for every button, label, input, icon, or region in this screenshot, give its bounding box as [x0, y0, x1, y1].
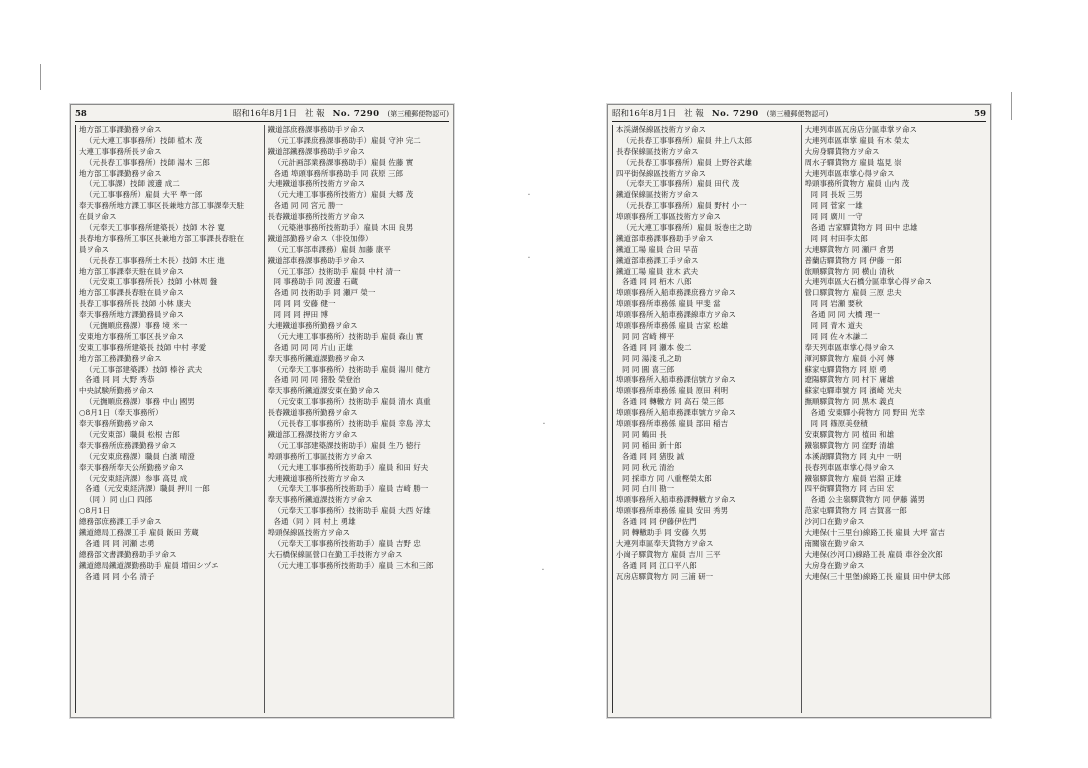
text-line: 遼陽驛貨物方 同 村下 庸雄	[804, 375, 895, 385]
text-line: 埠頭事務所工事區技術方ヲ命ス	[616, 212, 721, 222]
text-line: 瓦房店驛貨物方 同 三浦 研一	[616, 571, 714, 581]
text-line: （元長春工事事務所）雇員 井上八太郎	[622, 135, 752, 145]
text-line: 同 同 廣川 一守	[810, 212, 863, 222]
text-line: 四平街保線區技術方ヲ命ス	[616, 168, 706, 178]
text-line: 奉天事務所地方課工事区長兼地方部工事課奉天駐	[79, 201, 244, 211]
text-line: 長春列車區車掌心得ヲ命ス	[804, 462, 895, 472]
text-line: （元撫順庶務課）事務 中山 國男	[85, 397, 195, 407]
text-line: （元工事部）技術助手 雇員 中村 清一	[273, 266, 401, 276]
text-line: （元計画部業務課事務助手）雇員 佐藤 實	[273, 157, 414, 167]
text-line: 各通 同 同 大野 秀恭	[85, 375, 155, 385]
text-line: 奉天事務所奉天公所勤務ヲ命ス	[79, 462, 184, 472]
text-line: 埠頭事務所入船車務課車號方ヲ命ス	[616, 408, 736, 418]
text-line: 各通 公主嶺驛貨物方 同 伊藤 滿男	[810, 495, 926, 505]
left-column-1	[75, 125, 261, 713]
text-line: 埠頭事務所入船車務課信號方ヲ命ス	[616, 375, 736, 385]
text-line: 同 同 鶴田 長	[622, 429, 667, 439]
text-line: 長春鐵道事務所技術方ヲ命ス	[267, 212, 365, 222]
binding-mark-icon: ·	[542, 419, 546, 430]
text-line: 同 同 岩瀬 要秋	[810, 299, 863, 309]
right-page	[607, 104, 991, 718]
left-paper-title: 社 報	[304, 109, 325, 119]
text-line: （元安東庶務課）職員 白濱 晴澄	[85, 451, 195, 461]
text-line: 埠頭事務所車務係 雇員 甲斐 當	[616, 299, 721, 309]
text-line: 同 同 圓 喜三郎	[622, 364, 675, 374]
text-line: （元大連工事事務所）技師 植木 茂	[85, 135, 203, 145]
text-line: 總務部文書課勤務助手ヲ命ス	[79, 549, 177, 559]
left-postal-note: (第三種郵便物認可)	[387, 110, 449, 118]
text-line: 鐵道總局鐵道課勤務助手 雇員 増田シヅエ	[79, 560, 219, 570]
text-line: 鐵道部工務課技術方ヲ命ス	[267, 429, 358, 439]
text-line: （元大連工事事務所技術助手）雇員 三木和三郎	[273, 560, 434, 570]
text-line: 埠頭事務所車務係 雇員 安田 秀男	[616, 506, 729, 516]
text-line: 渾河驛貨物方 雇員 小河 傳	[804, 353, 895, 363]
text-line: 蘇家屯驛車號方 同 濱崎 光夫	[804, 386, 902, 396]
text-line: 同 同 菅家 一雄	[810, 201, 863, 211]
text-line: 埠頭事務所車務係 雇員 原田 利明	[616, 386, 729, 396]
text-line: 同 同 村田李太郎	[810, 233, 868, 243]
text-line: 埠頭事務所入船車務課轉轍方ヲ命ス	[616, 495, 736, 505]
text-line: 奉天事務所鐵道課安東在勤ヲ命ス	[267, 386, 380, 396]
text-line: 同 採車方 同 八重樫榮太郎	[622, 473, 712, 483]
right-postal-note: (第三種郵便物認可)	[766, 110, 829, 118]
text-line: 同 轉轍助手 同 安藤 久男	[622, 527, 707, 537]
text-line: （元安東工事事務所）技術助手 雇員 清水 真重	[273, 397, 431, 407]
text-line: 營口驛貨物方 雇員 三原 忠夫	[804, 288, 902, 298]
left-running-head	[75, 107, 449, 122]
text-line: 沙河口在勤ヲ命ス	[804, 517, 865, 527]
text-line: （元工事事務所）雇員 大平 準一郎	[85, 190, 203, 200]
text-line: 大連保(三十里堡)線路工長 雇員 田中伊太郎	[804, 571, 951, 581]
text-line: （元奉天工事事務所）雇員 田代 茂	[622, 179, 740, 189]
text-line: 撫順驛貨物方 同 黒木 義貞	[804, 397, 895, 407]
text-line: 奉天事務所勤務ヲ命ス	[79, 419, 154, 429]
text-line: 同 同 白川 勘一	[622, 484, 675, 494]
text-line: 同 同 佐々木謙二	[810, 331, 868, 341]
right-body	[612, 125, 986, 713]
text-line: 鐵道部庶務課事務助手ヲ命ス	[267, 125, 365, 134]
text-line: 埠頭事務所車務係 雇員 部田 稲吉	[616, 419, 729, 429]
text-line: （元長春工事事務所）技師 湯木 三郎	[85, 157, 210, 167]
text-line: （元安東経済課）参事 高見 成	[85, 473, 188, 483]
right-column-2	[801, 125, 987, 713]
text-line: 各通 同 同 河瀬 志勇	[85, 538, 155, 548]
text-line: 埠頭事務所工事區技術方ヲ命ス	[267, 451, 373, 461]
text-line: 各通 同 同 同 猪股 榮登治	[273, 375, 361, 385]
text-line: 本渓湖保線區技術方ヲ命ス	[616, 125, 706, 134]
text-line: （元奉天工事事務所技術助手）雇員 吉野 忠	[273, 538, 421, 548]
text-line: 大連列車區奉天貨物方ヲ命ス	[616, 538, 714, 548]
text-line: 埠頭事務所入船車務課庶務方ヲ命ス	[616, 288, 736, 298]
left-body	[75, 125, 449, 713]
text-line: 同 同 稲田 新十郎	[622, 440, 682, 450]
text-line: 各通 同 同 栢木 八郎	[622, 277, 692, 287]
text-line: 地方部工事課奉天駐在員ヲ命ス	[79, 266, 184, 276]
text-line: 大房身驛貨物方ヲ命ス	[804, 146, 880, 156]
text-line: 同 事務助手 同 渡邊 石蔵	[273, 277, 359, 287]
text-line: 周水子驛貨物方 雇員 塩見 崇	[804, 157, 902, 167]
text-line: 奉天事務所鐵道課勤務ヲ命ス	[267, 353, 365, 363]
text-line: 大石橋保線區營口在勤工手技術方ヲ命ス	[267, 549, 403, 559]
text-line: 地方部工事課勤務ヲ命ス	[79, 168, 162, 178]
text-line: 大連列車區車掌 雇員 有木 榮太	[804, 135, 910, 145]
text-line: 四平街驛貨物方 同 古田 宏	[804, 484, 895, 494]
text-line: （元大連工事事務所）技術助手 雇員 森山 實	[273, 331, 424, 341]
left-page	[70, 104, 454, 718]
text-line: 同 同 同 押田 博	[273, 310, 329, 320]
text-line: 奉天事務所庶務課勤務ヲ命ス	[79, 440, 177, 450]
text-line: 大連保(沙河口)線路工長 雇員 車谷金次郎	[804, 549, 943, 559]
text-line: 長春地方事務所工事区長兼地方部工事課長春駐在	[79, 233, 244, 243]
text-line: 鐵道部車務課事務助手ヲ命ス	[616, 233, 714, 243]
text-line: 各通 同 同 江口平八郎	[622, 560, 697, 570]
text-line: 大連鐵道事務所勤務ヲ命ス	[267, 321, 358, 331]
text-line: 各通 埠頭事務所事務助手 同 荻原 三郎	[273, 168, 404, 178]
text-line: （元奉天工事事務所建築長）技師 木谷 寛	[85, 223, 225, 233]
text-line: 同 同 宮崎 柳平	[622, 331, 675, 341]
text-line: 在員ヲ命ス	[79, 212, 117, 222]
text-line: （元奉天工事事務所）技術助手 雇員 湯川 健方	[273, 364, 431, 374]
text-line: ○8月1日	[79, 506, 111, 516]
text-line: 總務部庶務課工手ヲ命ス	[79, 517, 162, 527]
text-line: 同 同 篠原美登積	[810, 419, 868, 429]
text-line: 鐵道部車務課工手ヲ命ス	[616, 255, 699, 265]
text-line: 鐵嶺驛貨物方 同 窪野 清雄	[804, 440, 895, 450]
text-line: 鐵道總局工務課工手 雇員 飯田 芳蔵	[79, 527, 199, 537]
text-line: 大連驛貨物方 同 瀬戸 倉男	[804, 244, 895, 254]
left-date: 昭和16年8月1日	[232, 109, 297, 119]
text-line: （元安東部）職員 松根 吉郎	[85, 429, 180, 439]
text-line: （元大連工事事務所）雇員 坂巻庄之助	[622, 223, 752, 233]
text-line: 長春工事事務所長 技師 小林 康夫	[79, 299, 192, 309]
text-line: 本溪湖驛貨物方 同 丸中 一明	[804, 451, 902, 461]
right-page-number: 59	[974, 109, 986, 119]
text-line: 大連保(十三里台)線路工長 雇員 大坪 富吉	[804, 527, 946, 537]
binding-mark-icon: ·	[527, 190, 531, 201]
text-line: 奉天列車區車掌心得ヲ命ス	[804, 342, 895, 352]
left-column-2	[264, 125, 450, 713]
text-line: （元工事部建築課）技師 榛谷 武夫	[85, 364, 203, 374]
text-line: 鐵道保線區技術方ヲ命ス	[616, 190, 699, 200]
text-line: 各通 同 同 大橋 理一	[810, 310, 881, 320]
text-line: ○8月1日（奉天事務所）	[79, 408, 163, 418]
text-line: 鐵道部勤務ヲ命ス（非役加俸）	[267, 233, 373, 243]
text-line: 員ヲ命ス	[79, 244, 109, 254]
text-line: （元工事部建築課技術助手）雇員 生乃 徳行	[273, 440, 421, 450]
right-paper-title: 社 報	[684, 109, 704, 119]
text-line: （元長春工事事務所土木長）技師 木庄 進	[85, 255, 225, 265]
text-line: 大連鐵道事務所技術方ヲ命ス	[267, 473, 365, 483]
text-line: 旅順驛貨物方 同 横山 清秋	[804, 266, 895, 276]
text-line: 安東地方事務所工事区長ヲ命ス	[79, 331, 184, 341]
text-line: 各通 同 同 宮元 勝一	[273, 201, 344, 211]
text-line: 地方部工事課勤務ヲ命ス	[79, 125, 162, 134]
text-line: 長春保線區技術方ヲ命ス	[616, 146, 699, 156]
text-line: （同 ）同 山口 四郎	[85, 495, 153, 505]
text-line: 大連列車區大石橋分區車掌心得ヲ命ス	[804, 277, 932, 287]
text-line: 埠頭事務所貨物方 雇員 山内 茂	[804, 179, 910, 189]
text-line: 地方部工事課長春駐在員ヲ命ス	[79, 288, 184, 298]
right-column-1	[612, 125, 798, 713]
text-line: （元大連工事事務所技術助手）雇員 和田 好夫	[273, 462, 429, 472]
scan-edge-mark	[40, 64, 41, 90]
text-line: （元奉天工事事務所）技術助手 雇員 大西 好雄	[273, 506, 431, 516]
text-line: 大連列車區瓦房店分區車掌ヲ命ス	[804, 125, 917, 134]
text-line: 大房身在勤ヲ命ス	[804, 560, 865, 570]
text-line: 中央試験所勤務ヲ命ス	[79, 386, 154, 396]
text-line: 各通 安東驛小荷物方 同 野田 光幸	[810, 408, 926, 418]
binding-mark-icon: ·	[541, 565, 545, 576]
text-line: 范家屯驛貨物方 同 吉賀喜一郎	[804, 506, 907, 516]
text-line: （元奉天工事事務所技術助手）雇員 吉崎 勝一	[273, 484, 429, 494]
text-line: （元長春工事事務所）雇員 上野谷武雄	[622, 157, 752, 167]
text-line: 普蘭店驛貨物方 同 伊藤 一郎	[804, 255, 902, 265]
text-line: 地方部工務課勤務ヲ命ス	[79, 353, 162, 363]
text-line: （元安東工事事務所長）技師 小林周 盤	[85, 277, 218, 287]
text-line: 奉天事務所地方課勤務員ヲ命ス	[79, 310, 184, 320]
text-line: 大連工事事務所長ヲ命ス	[79, 146, 162, 156]
text-line: 大連鐵道事務所技術方ヲ命ス	[267, 179, 365, 189]
text-line: 蘇家屯驛貨物方 同 原 勇	[804, 364, 887, 374]
text-line: 各通 吉家驛貨物方 同 田中 忠雄	[810, 223, 918, 233]
text-line: 鐵道工場 雇員 合田 早苗	[616, 244, 699, 254]
right-date: 昭和16年8月1日	[612, 109, 677, 119]
text-line: 各通 同 同 伊藤伊佐門	[622, 517, 697, 527]
text-line: 同 同 青木 道夫	[810, 321, 863, 331]
text-line: 鐵嶺驛貨物方 雇員 岩淵 正雄	[804, 473, 902, 483]
text-line: 埠頭事務所車務係 雇員 吉家 松雄	[616, 321, 729, 331]
right-running-head	[612, 107, 986, 122]
text-line: （元長春工事事務所）雇員 野村 小一	[622, 201, 747, 211]
text-line: 各通（同 ）同 村上 勇雄	[273, 517, 356, 527]
text-line: 各通 同 同 同 片山 正雄	[273, 342, 353, 352]
text-line: 埠頭事務所入船車務課線車方ヲ命ス	[616, 310, 736, 320]
binding-mark-icon: ·	[527, 253, 531, 264]
text-line: 各通 同 轉轍方 同 高石 榮三郎	[622, 397, 724, 407]
text-line: 各通 同 同 瀬本 俊二	[622, 342, 692, 352]
text-line: 小崗子驛貨物方 雇員 吉川 三平	[616, 549, 721, 559]
text-line: 各通 同 同 猪股 誠	[622, 451, 685, 461]
scan-edge-mark	[1011, 92, 1012, 120]
left-issue-number: No. 7290	[332, 109, 380, 119]
text-line: （元工事部車課務）雇員 加藤 康平	[273, 244, 391, 254]
text-line: 同 同 秋元 清治	[622, 462, 675, 472]
text-line: （元撫順庶務課）事務 境 米一	[85, 321, 188, 331]
text-line: 安東驛貨物方 同 植田 和雄	[804, 429, 895, 439]
text-line: 長春鐵道事務所勤務ヲ命ス	[267, 408, 358, 418]
text-line: 各通 同 同 小名 清子	[85, 571, 155, 581]
text-line: （元大連工事事務所技術方）雇員 大郷 茂	[273, 190, 414, 200]
text-line: 南關嶺在勤ヲ命ス	[804, 538, 865, 548]
text-line: 大連列車區車掌心得ヲ命ス	[804, 168, 895, 178]
text-line: 埠頭保線區技術方ヲ命ス	[267, 527, 350, 537]
text-line: （元工事課庶務課事務助手）雇員 守沖 完二	[273, 135, 421, 145]
left-page-number: 58	[75, 109, 87, 119]
text-line: （元築港事務所技術助手）雇員 木田 良男	[273, 223, 414, 233]
text-line: 奉天事務所鐵道課技術方ヲ命ス	[267, 495, 373, 505]
right-issue-number: No. 7290	[711, 109, 759, 119]
text-line: 各通（元安東経済課）職員 押川 一郎	[85, 484, 210, 494]
text-line: 同 同 同 安藤 健一	[273, 299, 336, 309]
text-line: 鐵道部鐵務課事務助手ヲ命ス	[267, 146, 365, 156]
text-line: 鐵道部車務課事務助手ヲ命ス	[267, 255, 365, 265]
text-line: 安東工事事務所建築長 技師 中村 孝愛	[79, 342, 207, 352]
text-line: 各通 同 技術助手 同 瀬戸 榮一	[273, 288, 376, 298]
text-line: 鐵道工場 雇員 並木 武夫	[616, 266, 699, 276]
text-line: 同 同 長坂 三男	[810, 190, 863, 200]
text-line: （元工事課）技師 渡邊 成二	[85, 179, 180, 189]
text-line: 同 同 湯淺 孔之助	[622, 353, 682, 363]
text-line: （元長春工事事務所）技術助手 雇員 幸島 淳太	[273, 419, 431, 429]
